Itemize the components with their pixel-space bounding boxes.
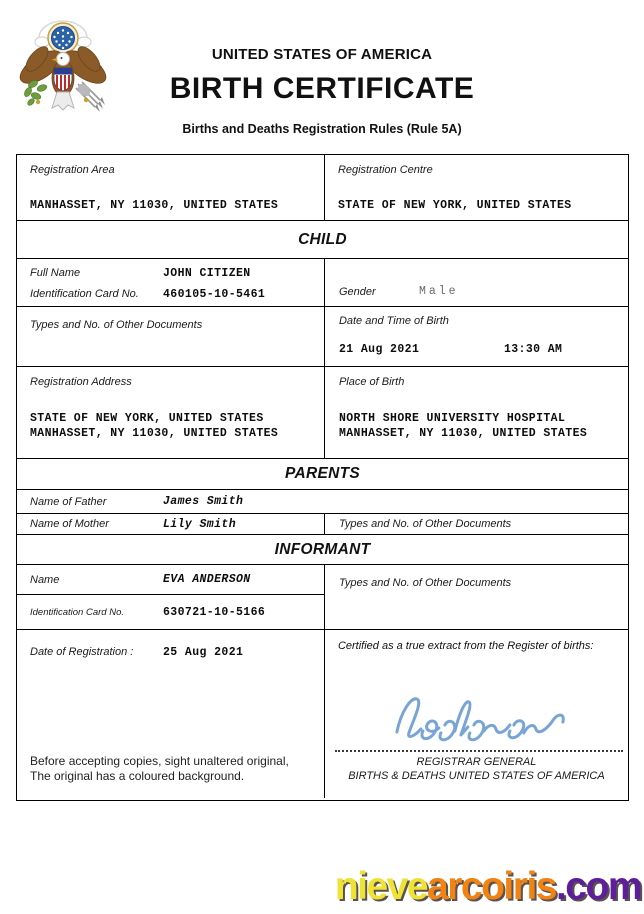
registrar-title-line1: REGISTRAR GENERAL bbox=[416, 756, 537, 768]
watermark-part3: .com bbox=[555, 865, 641, 908]
date-of-registration-label: Date of Registration : bbox=[30, 646, 134, 658]
watermark-part2: arcoiris bbox=[427, 865, 556, 908]
country-title: UNITED STATES OF AMERICA bbox=[211, 46, 433, 63]
gender-value: Male bbox=[418, 285, 459, 298]
mother-value: Lily Smith bbox=[163, 517, 237, 531]
registrar-title bbox=[325, 756, 628, 783]
informant-name-label: Name bbox=[30, 573, 60, 586]
child-section-row bbox=[17, 221, 628, 259]
father-label: Name of Father bbox=[30, 495, 107, 508]
rules-subtitle: Births and Deaths Registration Rules (Rule 5A) bbox=[182, 122, 462, 136]
mother-cell bbox=[17, 514, 325, 534]
informant-name-cell bbox=[17, 565, 324, 595]
child-id-value: 460105-10-5461 bbox=[163, 288, 266, 302]
original-note bbox=[30, 754, 289, 784]
informant-other-docs-cell bbox=[325, 565, 628, 629]
date-of-registration-value: 25 Aug 2021 bbox=[163, 646, 244, 659]
registration-area-value: MANHASSET, NY 11030, UNITED STATES bbox=[30, 199, 279, 212]
place-of-birth-line2: MANHASSET, NY 11030, UNITED STATES bbox=[338, 426, 588, 440]
informant-section-row bbox=[17, 535, 628, 565]
dob-label: Date and Time of Birth bbox=[338, 315, 449, 327]
full-name-label: Full Name bbox=[30, 266, 81, 279]
informant-other-docs-label: Types and No. of Other Documents bbox=[338, 577, 512, 589]
informant-left-cell bbox=[17, 565, 325, 629]
child-other-docs-label: Types and No. of Other Documents bbox=[30, 319, 203, 331]
page-title: BIRTH CERTIFICATE bbox=[169, 72, 475, 105]
informant-section-title: INFORMANT bbox=[274, 540, 371, 558]
father-value: James Smith bbox=[163, 495, 244, 508]
registration-address-label: Registration Address bbox=[30, 376, 132, 388]
certificate-table bbox=[16, 154, 629, 801]
registration-address-line2: MANHASSET, NY 11030, UNITED STATES bbox=[30, 426, 279, 440]
informant-id-label: Identification Card No. bbox=[30, 606, 124, 618]
registration-area-cell bbox=[17, 155, 325, 220]
mother-label: Name of Mother bbox=[30, 518, 109, 530]
name-id-cell bbox=[17, 259, 325, 306]
registration-centre-label: Registration Centre bbox=[337, 164, 433, 176]
father-cell bbox=[17, 490, 628, 513]
mother-row bbox=[17, 514, 628, 535]
registration-area-label: Registration Area bbox=[30, 164, 115, 176]
registration-address-line1: STATE OF NEW YORK, UNITED STATES bbox=[30, 412, 264, 425]
signature-dotted-line bbox=[335, 750, 623, 752]
certified-extract-label: Certified as a true extract from the Register of births: bbox=[337, 640, 594, 652]
original-note-line2: The original has a coloured background. bbox=[30, 769, 245, 783]
gender-label: Gender bbox=[338, 286, 376, 298]
footer-left-cell bbox=[17, 630, 325, 798]
watermark-part1: nieve bbox=[334, 865, 428, 908]
registration-row bbox=[17, 155, 628, 221]
docs-dob-row bbox=[17, 307, 628, 367]
name-id-row bbox=[17, 259, 628, 307]
child-id-label: Identification Card No. bbox=[30, 288, 139, 301]
parents-section-title: PARENTS bbox=[284, 465, 360, 482]
registrar-title-line2: BIRTHS & DEATHS UNITED STATES OF AMERICA bbox=[348, 769, 605, 782]
full-name-value: JOHN CITIZEN bbox=[163, 266, 251, 280]
registration-address-cell bbox=[17, 367, 325, 458]
address-pob-row bbox=[17, 367, 628, 459]
parents-section-row bbox=[17, 459, 628, 490]
footer-row bbox=[17, 630, 628, 798]
parents-other-docs-label: Types and No. of Other Documents bbox=[338, 518, 512, 530]
place-of-birth-label: Place of Birth bbox=[338, 376, 405, 388]
informant-row bbox=[17, 565, 628, 630]
informant-id-value: 630721-10-5166 bbox=[163, 605, 266, 619]
site-watermark bbox=[335, 865, 641, 909]
informant-name-value: EVA ANDERSON bbox=[163, 573, 251, 586]
place-of-birth-line1: NORTH SHORE UNIVERSITY HOSPITAL bbox=[338, 412, 566, 425]
original-note-line1: Before accepting copies, sight unaltered original, bbox=[30, 754, 289, 768]
parents-other-docs-cell bbox=[325, 514, 628, 534]
gender-cell bbox=[325, 259, 628, 306]
place-of-birth-cell bbox=[325, 367, 628, 458]
dob-time-value: 13:30 AM bbox=[503, 343, 563, 356]
dob-date-value: 21 Aug 2021 bbox=[338, 343, 420, 356]
child-section-title: CHILD bbox=[298, 230, 347, 248]
child-other-docs-cell bbox=[17, 307, 325, 366]
informant-id-cell bbox=[17, 595, 324, 629]
registration-centre-value: STATE OF NEW YORK, UNITED STATES bbox=[337, 199, 572, 212]
registrar-signature bbox=[391, 688, 576, 744]
certification-cell bbox=[325, 630, 628, 798]
registration-centre-cell bbox=[325, 155, 628, 220]
father-row bbox=[17, 490, 628, 514]
dob-cell bbox=[325, 307, 628, 366]
